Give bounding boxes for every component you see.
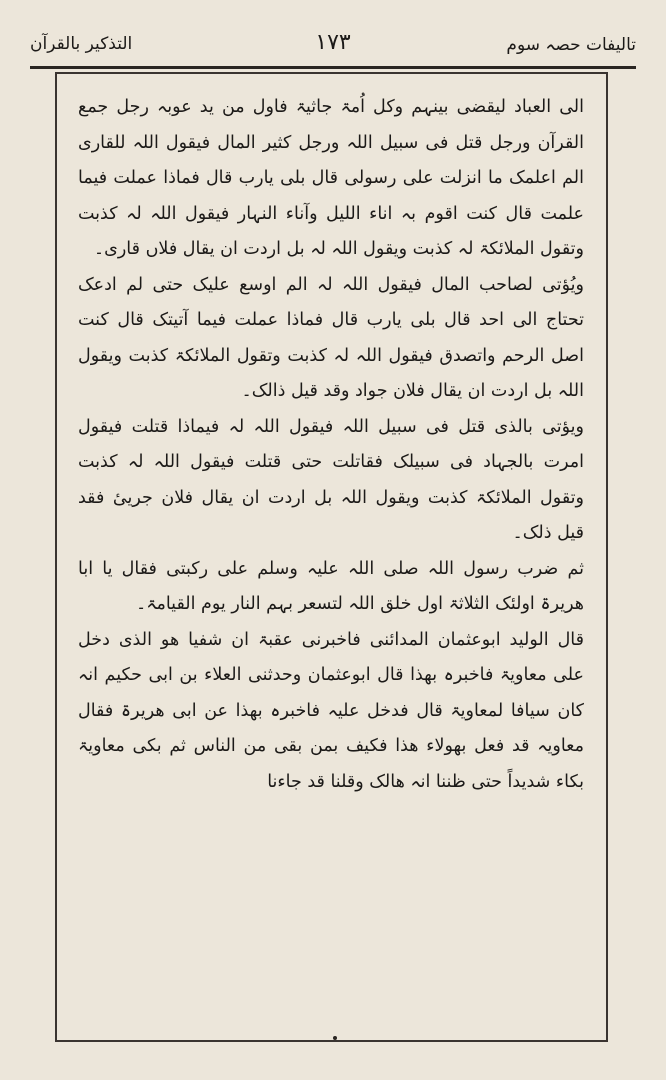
paragraph-1: الی العباد لیقضی بینہم وکل اُمۃ جاثیۃ فاول من ید عوبہ رجل جمع القرآن ورجل قتل فی سبیل اللہ ورجل کثیر المال فیقول اللہ للقاری الم اعلمک ما انزلت علی رسولی قال بلی یارب قال فماذا عملت فیما علمت قال کنت اقوم بہ اناء اللیل وآناء النہار فیقول اللہ لہ کذبت وتقول الملائکۃ لہ کذبت ویقول اللہ لہ بل اردت ان یقال فلاں قاری۔ (78, 97, 584, 259)
page-header (30, 28, 636, 62)
footer-dot (333, 1036, 337, 1040)
header-book-title: تالیفات حصہ سوم (506, 35, 636, 55)
paragraph-3: ویؤتی بالذی قتل فی سبیل اللہ فیقول اللہ لہ فیماذا قتلت فیقول امرت بالجہاد فی سبیلک فقاتلت حتی قتلت فیقول اللہ لہ کذبت وتقول الملائکۃ کذبت ویقول اللہ بل اردت ان یقال فلان جرییٔ فقد قیل ذلک۔ (78, 416, 584, 543)
page-body (78, 90, 584, 1030)
header-chapter-title: التذکیر بالقرآن (30, 34, 133, 54)
paragraph-2: ویُؤتی لصاحب المال فیقول اللہ لہ الم اوسع علیک حتی لم ادعک تحتاج الی احد قال بلی یارب قال فماذا عملت فیما آتیتک قال کنت اصل الرحم واتصدق فیقول اللہ لہ کذبت وتقول الملائکۃ کذبت ویقول اللہ بل اردت ان یقال فلان جواد وقد قیل ذالک۔ (78, 274, 584, 401)
page-number: ۱۷۳ (315, 30, 351, 55)
paragraph-4: ثم ضرب رسول اللہ صلی اللہ علیہ وسلم علی رکبتی فقال یا ابا ھریرۃ اولئک الثلاثۃ اول خلق اللہ لتسعر بہم النار یوم القیامۃ۔ (78, 558, 584, 614)
paragraph-5: قال الولید ابوعثمان المدائنی فاخبرنی عقبۃ ان شفیا ھو الذی دخل علی معاویۃ فاخبرہ بھذا قال ابوعثمان وحدثنی العلاء بن ابی حکیم انہ کان سیافا لمعاویۃ قال فدخل علیہ فاخبرہ بھذا عن ابی ھریرۃ فقال معاویہ قد فعل بھولاء ھذا فکیف بمن بقی من الناس ثم بکی معاویۃ بکاء شدیداً حتی ظننا انہ ھالک وقلنا قد جاءنا (78, 629, 584, 792)
header-rule (30, 66, 636, 69)
